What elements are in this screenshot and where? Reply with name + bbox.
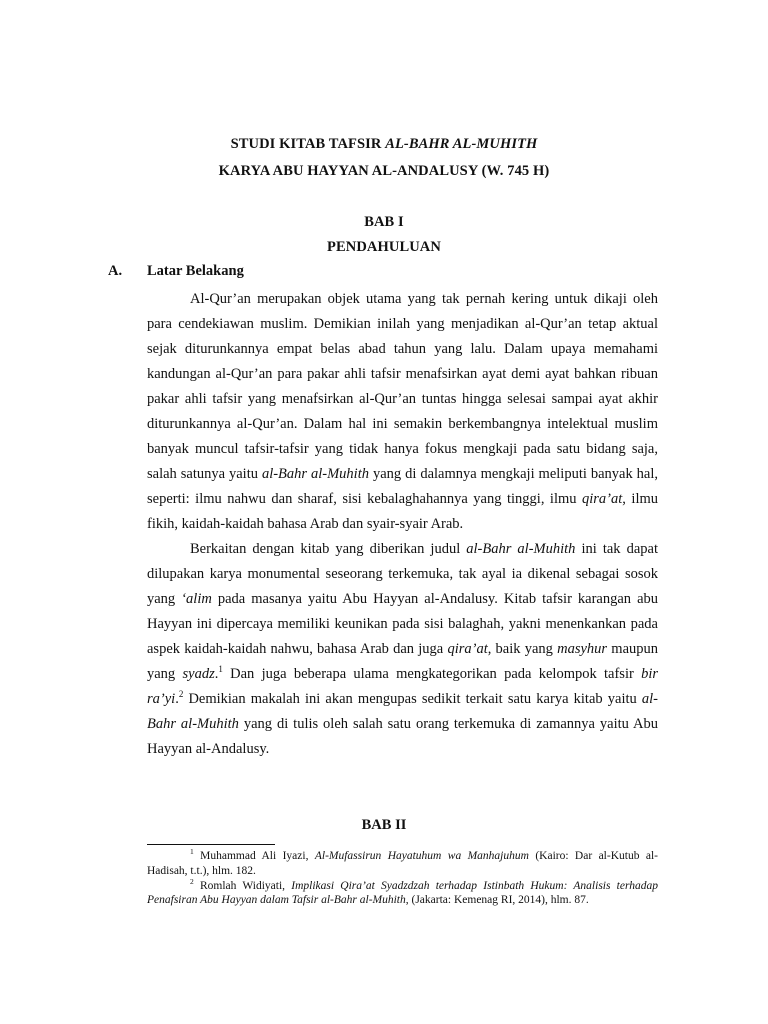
paragraph-1 — [147, 287, 658, 537]
footnote-ref-2[interactable]: 2 — [178, 689, 184, 700]
footnote-1 — [147, 849, 658, 879]
text-run: pada masanya yaitu Abu Hayyan al-Andalusy. Kitab tafsir karangan abu Hayyan ini dipercaya memiliki keunikan pada sisi balaghah, yakni menenkankan pada aspek kaidah-kaidah nahwu, bahasa Arab dan juga — [147, 591, 659, 657]
footnote-marker: 2 — [190, 876, 194, 886]
italic-term: syadz — [182, 666, 215, 682]
text-run: , ilmu fikih, kaidah-kaidah bahasa Arab dan syair-syair Arab. — [147, 491, 658, 532]
italic-term: al-Bahr al-Muhith — [261, 466, 369, 482]
italic-term: Al-Mufassirun Hayatuhum wa Manhajuhum — [314, 850, 529, 862]
text-run: ini tak dapat dilupakan karya monumental seseorang terkemuka, tak ayal ia dikenal sebagai sosok yang — [147, 541, 659, 607]
chapter-name: PENDAHULUAN — [327, 239, 441, 255]
footnote-marker: 1 — [190, 847, 194, 857]
italic-term: al-Bahr al-Muhith — [466, 541, 576, 557]
text-run: Berkaitan dengan kitab yang diberikan judul — [190, 541, 467, 557]
text-run: . — [175, 691, 179, 707]
italic-term: bir ra’yi — [147, 666, 659, 707]
chapter-label: BAB I — [364, 214, 404, 230]
title-prefix: STUDI KITAB TAFSIR — [230, 136, 386, 152]
text-run: Demikian makalah ini akan mengupas sedikit terkait satu karya kitab yaitu — [183, 691, 642, 707]
italic-term: qira’at — [582, 491, 623, 507]
section-title: Latar Belakang — [147, 263, 244, 279]
text-run: Al-Qur’an merupakan objek utama yang tak pernah kering untuk dikaji oleh para cendekiawan muslim. Demikian inilah yang menjadikan al-Qur’an tetap aktual sejak diturunkannya empat belas abad tahun yang lalu. Dalam upaya memahami kandungan al-Qur’an para pakar ahli tafsir menafsirkan ayat demi ayat bahkan ribuan pakar ahli tafsir yang menafsirkan al-Qur’an tuntas hingga selesai sampai ayat akhir diturunkannya al-Qur’an. Dalam hal ini semakin berkembangnya intelektual muslim banyak muncul tafsir-tafsir yang tidak hanya fokus mengkaji pada satu bidang saja, salah satunya yaitu — [147, 291, 658, 482]
italic-term: Implikasi Qira’at Syadzdzah terhadap Istinbath Hukum: Analisis terhadap Penafsiran Abu Hayyan dalam Tafsir al-Bahr al-Muhith — [147, 879, 658, 907]
text-run: , baik yang — [487, 641, 558, 657]
section-heading — [108, 263, 244, 280]
text-run: yang di tulis oleh salah satu orang terkemuka di zamannya yaitu Abu Hayyan al-Andalusy. — [147, 716, 658, 757]
italic-term: masyhur — [557, 641, 608, 657]
body-text — [147, 287, 658, 762]
next-chapter-label: BAB II — [361, 817, 407, 833]
text-run: . — [214, 666, 219, 682]
text-run: (Kairo: Dar al-Kutub al-Hadisah, t.t.), hlm. 182. — [147, 850, 658, 877]
title-italic: AL-BAHR AL-MUHITH — [385, 136, 538, 152]
italic-term: ‘alim — [181, 591, 212, 607]
footnote-divider — [147, 844, 275, 845]
text-run: yang di dalamnya mengkaji meliputi banyak hal, seperti: ilmu nahwu dan sharaf, sisi kebalaghahannya yang tinggi, ilmu — [147, 466, 658, 507]
footnote-2 — [147, 876, 658, 909]
italic-term: qira’at — [447, 641, 488, 657]
footnote-ref-1[interactable]: 1 — [218, 664, 223, 675]
document-title-line1 — [0, 136, 768, 153]
footnotes — [147, 849, 658, 908]
document-title-line2: KARYA ABU HAYYAN AL-ANDALUSY (W. 745 H) — [218, 163, 550, 179]
text-run: Romlah Widiyati, — [193, 879, 292, 892]
text-run: Muhammad Ali Iyazi, — [193, 850, 315, 862]
text-run: Dan juga beberapa ulama mengkategorikan pada kelompok tafsir — [222, 666, 642, 682]
section-number: A. — [108, 263, 123, 279]
italic-term: al-Bahr al-Muhith — [147, 691, 658, 732]
text-run: maupun yang — [147, 641, 659, 682]
paragraph-2 — [147, 537, 658, 762]
text-run: , (Jakarta: Kemenag RI, 2014), hlm. 87. — [405, 894, 589, 907]
